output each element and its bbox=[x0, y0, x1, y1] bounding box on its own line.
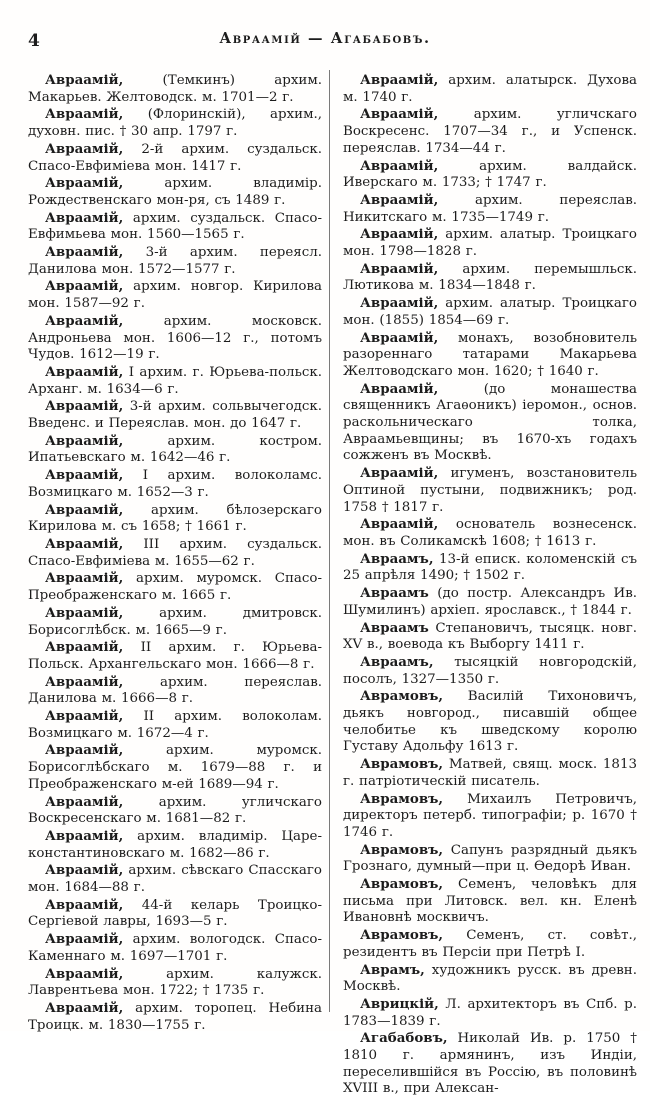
text-columns bbox=[28, 72, 637, 1098]
dictionary-entry bbox=[28, 364, 322, 398]
entry-text: архим. костром. Ипатьевскаго м. 1642—46 г. bbox=[28, 433, 322, 466]
entry-text: архим. алатырск. Духова м. 1740 г. bbox=[343, 73, 637, 105]
dictionary-entry bbox=[343, 756, 637, 790]
entry-headword: Авраамій, bbox=[360, 380, 439, 397]
entry-text: I архим. волоколамс. Возмицкаго м. 1652—3 г. bbox=[28, 468, 322, 500]
dictionary-entry bbox=[28, 72, 322, 106]
dictionary-entry bbox=[343, 516, 637, 550]
entry-text: архим. перемышльск. Лютикова м. 1834—1848 г. bbox=[343, 261, 637, 294]
entry-text: архим. угличскаго Воскресенс. 1707—34 г., и Успенск. переяслав. 1734—44 г. bbox=[343, 107, 637, 156]
entry-text: архим. новгор. Кирилова мон. 1587—92 г. bbox=[28, 279, 322, 312]
dictionary-entry bbox=[343, 465, 637, 516]
entry-headword: Аврамовъ, bbox=[360, 790, 444, 807]
entry-headword: Авраамій, bbox=[45, 312, 124, 329]
entry-text: Матвей, свящ. моск. 1813 г. патріотическій писатель. bbox=[343, 757, 637, 789]
entry-text: архим. вологодск. Спасо-Каменнаго м. 1697—1701 г. bbox=[28, 932, 323, 964]
entry-text: 3-й архим. переясл. Данилова мон. 1572—1577 г. bbox=[28, 245, 322, 277]
dictionary-entry bbox=[28, 502, 322, 536]
right-column bbox=[343, 72, 637, 1098]
dictionary-entry bbox=[28, 141, 322, 175]
entry-headword: Авраамій, bbox=[45, 827, 124, 844]
dictionary-entry bbox=[343, 927, 637, 961]
dictionary-entry bbox=[343, 996, 637, 1030]
dictionary-entry bbox=[343, 876, 637, 927]
entry-text: Михаилъ Петровичъ, директоръ петерб. типографіи; р. 1670 † 1746 г. bbox=[343, 791, 637, 840]
entry-headword: Авраамій, bbox=[360, 157, 439, 174]
entry-headword: Авраамій, bbox=[360, 106, 439, 123]
page-header bbox=[0, 30, 650, 56]
entry-text: архим. владимір. Рождественскаго мон-ря, съ 1489 г. bbox=[28, 176, 322, 208]
dictionary-entry bbox=[343, 261, 637, 295]
entry-text: Степановичъ, тысяцк. новг. XV в., воевода къ Выборгу 1411 г. bbox=[343, 620, 637, 653]
entry-headword: Авраамій, bbox=[45, 209, 124, 226]
dictionary-entry bbox=[28, 313, 322, 364]
dictionary-entry bbox=[343, 791, 637, 842]
dictionary-entry bbox=[28, 398, 322, 432]
entry-text: монахъ, возобновитель разореннаго татарами Макарьева Желтоводскаго мон. 1620; † 1640 г. bbox=[343, 330, 637, 379]
running-title: Авраамій — Агабабовъ. bbox=[219, 30, 431, 47]
entry-headword: Авраамій, bbox=[45, 604, 124, 621]
entry-text: архим. алатыр. Троицкаго мон. (1855) 1854—69 г. bbox=[343, 296, 637, 328]
dictionary-entry bbox=[343, 1030, 637, 1098]
entry-text: 3-й архим. сольвычегодск. Введенс. и Переяслав. мон. до 1647 г. bbox=[28, 399, 322, 432]
entry-text: архим. угличскаго Воскресенскаго м. 1681—82 г. bbox=[28, 794, 322, 827]
entry-headword: Авраамій, bbox=[45, 244, 124, 261]
entry-text: архим. дмитровск. Борисоглѣбск. м. 1665—9 г. bbox=[28, 605, 322, 638]
dictionary-entry bbox=[343, 330, 637, 381]
dictionary-entry bbox=[28, 210, 322, 244]
dictionary-entry bbox=[28, 674, 322, 708]
entry-headword: Авраамій, bbox=[45, 742, 124, 759]
entry-headword: Аврамовъ, bbox=[360, 841, 444, 858]
entry-text: архим. муромск. Спасо-Преображенскаго м. 1665 г. bbox=[28, 571, 322, 604]
dictionary-entry bbox=[343, 295, 637, 329]
entry-text: архим. валдайск. Иверскаго м. 1733; † 1747 г. bbox=[343, 158, 637, 191]
entry-text: игуменъ, возстановитель Оптиной пустыни, подвижникъ; род. 1758 † 1817 г. bbox=[343, 466, 637, 515]
entry-text: архим. торопец. Небина Троицк. м. 1830—1755 г. bbox=[28, 1000, 322, 1033]
entry-text: (Темкинъ) архим. Макарьев. Желтоводск. м. 1701—2 г. bbox=[28, 73, 322, 105]
dictionary-entry bbox=[28, 862, 322, 896]
dictionary-entry bbox=[28, 897, 322, 931]
entry-headword: Авраамій, bbox=[45, 72, 124, 88]
entry-text: 13-й еписк. коломенскій съ 25 апрѣля 1490; † 1502 г. bbox=[343, 551, 637, 584]
entry-headword: Авраамій, bbox=[45, 896, 124, 913]
dictionary-entry bbox=[343, 654, 637, 688]
entry-headword: Авраамъ, bbox=[360, 550, 434, 567]
entry-text: архим. муромск. Борисоглѣбскаго м. 1679—88 г. и Преображенскаго м-ей 1689—94 г. bbox=[28, 743, 322, 792]
entry-headword: Авраамій, bbox=[45, 398, 124, 415]
entry-text: 44-й келарь Троицко-Сергіевой лавры, 1693—5 г. bbox=[28, 897, 322, 930]
entry-headword: Авраамъ, bbox=[360, 653, 434, 670]
entry-headword: Авраамій, bbox=[45, 432, 124, 449]
entry-text: Семенъ, ст. совѣт., резидентъ въ Персіи при Петрѣ I. bbox=[343, 928, 637, 960]
dictionary-entry bbox=[28, 742, 322, 793]
entry-text: Сапунъ разрядный дьякъ Грознаго, думный—при ц. Ѳедорѣ Иван. bbox=[343, 842, 637, 875]
entry-headword: Авраамій, bbox=[360, 329, 439, 346]
entry-headword: Авраамій, bbox=[360, 191, 439, 208]
dictionary-entry bbox=[28, 605, 322, 639]
dictionary-entry bbox=[28, 639, 322, 673]
dictionary-entry bbox=[28, 106, 322, 140]
entry-headword: Авраамій, bbox=[45, 278, 124, 295]
dictionary-entry bbox=[28, 931, 322, 965]
dictionary-entry bbox=[343, 551, 637, 585]
dictionary-entry bbox=[28, 966, 322, 1000]
dictionary-entry bbox=[343, 688, 637, 756]
dictionary-entry bbox=[28, 708, 322, 742]
entry-headword: Авраамій, bbox=[45, 570, 124, 587]
dictionary-entry bbox=[28, 1000, 322, 1034]
dictionary-entry bbox=[343, 585, 637, 619]
entry-text: архим. алатыр. Троицкаго мон. 1798—1828 г. bbox=[343, 227, 637, 260]
entry-text: художникъ русск. въ древн. Москвѣ. bbox=[343, 962, 637, 995]
entry-headword: Авраамій, bbox=[360, 295, 439, 312]
dictionary-entry bbox=[343, 962, 637, 996]
entry-headword: Авраамій, bbox=[45, 639, 124, 656]
entry-headword: Авраамій, bbox=[45, 535, 124, 552]
entry-text: архим. калужск. Лаврентьева мон. 1722; † 1735 г. bbox=[28, 966, 322, 999]
entry-headword: Авраамій, bbox=[360, 226, 439, 243]
dictionary-entry bbox=[28, 244, 322, 278]
dictionary-entry bbox=[28, 175, 322, 209]
dictionary-entry bbox=[28, 278, 322, 312]
entry-headword: Аврицкій, bbox=[360, 995, 439, 1012]
entry-text: Василій Тихоновичъ, дьякъ новгород., писавшій общее челобитье къ шведскому королю Густаву Адольфу 1613 г. bbox=[343, 689, 637, 755]
entry-headword: Авраамій, bbox=[360, 72, 439, 88]
entry-text: 2-й архим. суздальск. Спасо-Евфиміева мон. 1417 г. bbox=[28, 141, 322, 174]
entry-headword: Авраамій, bbox=[360, 260, 439, 277]
entry-headword: Авраамій, bbox=[45, 501, 124, 518]
dictionary-entry bbox=[28, 794, 322, 828]
dictionary-entry bbox=[343, 192, 637, 226]
entry-text: архим. переяслав. Данилова м. 1666—8 г. bbox=[28, 674, 322, 707]
entry-headword: Авраамій, bbox=[45, 363, 124, 380]
entry-text: III архим. суздальск. Спасо-Евфиміева м. 1655—62 г. bbox=[28, 536, 323, 569]
entry-text: архим. бѣлозерскаго Кирилова м. съ 1658; † 1661 г. bbox=[28, 502, 322, 535]
entry-headword: Авраамій, bbox=[45, 140, 124, 157]
entry-headword: Авраамій, bbox=[45, 467, 124, 484]
entry-text: (Флоринскій), архим., духовн. пис. † 30 апр. 1797 г. bbox=[28, 107, 322, 140]
entry-headword: Аврамовъ, bbox=[360, 688, 444, 705]
dictionary-entry bbox=[28, 570, 322, 604]
entry-headword: Аврамовъ, bbox=[360, 756, 444, 773]
entry-headword: Авраамій, bbox=[45, 931, 124, 948]
dictionary-entry bbox=[28, 467, 322, 501]
entry-headword: Авраамій, bbox=[45, 999, 124, 1016]
dictionary-entry bbox=[343, 381, 637, 466]
entry-text: II архим. волоколам. Возмицкаго м. 1672—4 г. bbox=[28, 709, 322, 741]
dictionary-entry bbox=[343, 72, 637, 106]
entry-headword: Аврамовъ, bbox=[360, 927, 444, 944]
dictionary-entry bbox=[343, 226, 637, 260]
entry-headword: Авраамій, bbox=[45, 673, 124, 690]
entry-text: (до постр. Александръ Ив. Шумилинъ) архіеп. ярославск., † 1844 г. bbox=[343, 586, 637, 618]
entry-headword: Авраамій, bbox=[45, 708, 124, 725]
entry-headword: Авраамій, bbox=[45, 175, 124, 192]
entry-text: архим. московск. Андроньева мон. 1606—12 г., потомъ Чудов. 1612—19 г. bbox=[28, 313, 322, 363]
entry-headword: Агабабовъ, bbox=[360, 1030, 448, 1047]
entry-headword: Аврамъ, bbox=[360, 961, 425, 978]
entry-text: основатель вознесенск. мон. въ Соликамскѣ 1608; † 1613 г. bbox=[343, 517, 637, 549]
entry-headword: Аврамовъ, bbox=[360, 876, 444, 893]
entry-headword: Авраамій, bbox=[45, 965, 124, 982]
left-column bbox=[28, 72, 322, 1098]
entry-text: (до монашества священникъ Агаѳоникъ) іеромон., основ. раскольническаго толка, Авраамьевщины; въ 1670-хъ годахъ сожженъ въ Москвѣ. bbox=[343, 381, 637, 464]
entry-text: архим. владимір. Царе-константиновскаго м. 1682—86 г. bbox=[28, 828, 323, 861]
entry-text: Семенъ, человѣкъ для письма при Литовск. вел. кн. Еленѣ Ивановнѣ москвичъ. bbox=[343, 877, 637, 926]
dictionary-entry bbox=[28, 828, 322, 862]
entry-text: Николай Ив. р. 1750 † 1810 г. армянинъ, изъ Индіи, переселившійся въ Россію, въ половинѣ XVIII в., при Алексан- bbox=[343, 1031, 637, 1097]
dictionary-entry bbox=[343, 620, 637, 654]
entry-headword: Авраамъ bbox=[360, 585, 429, 602]
entry-text: тысяцкій новгородскій, посолъ, 1327—1350 г. bbox=[343, 654, 637, 687]
dictionary-entry bbox=[343, 842, 637, 876]
entry-text: II архим. г. Юрьева-Польск. Архангельскаго мон. 1666—8 г. bbox=[28, 640, 322, 672]
entry-headword: Авраамій, bbox=[45, 106, 124, 123]
entry-headword: Авраамій, bbox=[45, 862, 124, 879]
entry-text: Л. архитекторъ въ Спб. р. 1783—1839 г. bbox=[343, 996, 637, 1029]
entry-headword: Авраамій, bbox=[360, 516, 439, 533]
dictionary-entry bbox=[343, 106, 637, 157]
entry-text: архим. сѣвскаго Спасскаго мон. 1684—88 г. bbox=[28, 863, 322, 896]
entry-headword: Авраамій, bbox=[45, 793, 124, 810]
entry-text: I архим. г. Юрьева-польск. Арханг. м. 1634—6 г. bbox=[28, 364, 322, 397]
entry-text: архим. суздальск. Спасо-Евфимьева мон. 1560—1565 г. bbox=[28, 210, 322, 243]
entry-text: архим. переяслав. Никитскаго м. 1735—1749 г. bbox=[343, 192, 637, 225]
entry-headword: Авраамій, bbox=[360, 465, 439, 482]
dictionary-entry bbox=[28, 536, 322, 570]
dictionary-entry bbox=[343, 158, 637, 192]
page-number: 4 bbox=[28, 31, 40, 51]
dictionary-entry bbox=[28, 433, 322, 467]
entry-headword: Авраамъ bbox=[360, 619, 429, 636]
